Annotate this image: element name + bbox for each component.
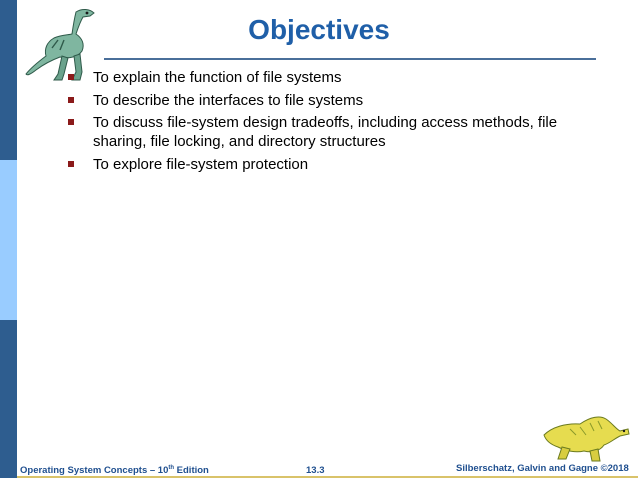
footer-book-title: Operating System Concepts – 10th Edition xyxy=(20,465,209,477)
bullet-square-icon xyxy=(68,119,74,125)
list-item xyxy=(66,91,606,110)
title-divider xyxy=(104,58,596,60)
sidebar-bar xyxy=(0,0,17,478)
objectives-list xyxy=(66,68,606,177)
bullet-square-icon xyxy=(68,74,74,80)
bullet-text: To explain the function of file systems xyxy=(93,69,342,86)
list-item xyxy=(66,113,606,151)
dinosaur-icon xyxy=(540,405,632,463)
bullet-square-icon xyxy=(68,161,74,167)
footer-copyright: Silberschatz, Galvin and Gagne ©2018 xyxy=(456,463,629,474)
list-item xyxy=(66,68,606,87)
footer-page-number: 13.3 xyxy=(306,465,325,476)
sidebar-highlight xyxy=(0,160,17,320)
bullet-text: To describe the interfaces to file systems xyxy=(93,91,364,109)
bullet-text: To explore file-system protection xyxy=(93,155,309,173)
slide-title: Objectives xyxy=(248,14,390,45)
list-item xyxy=(66,155,606,174)
bullet-square-icon xyxy=(68,97,74,103)
bullet-text: To discuss file-system design tradeoffs, including access methods, file sharing, file locking, and directory structures xyxy=(93,114,558,150)
